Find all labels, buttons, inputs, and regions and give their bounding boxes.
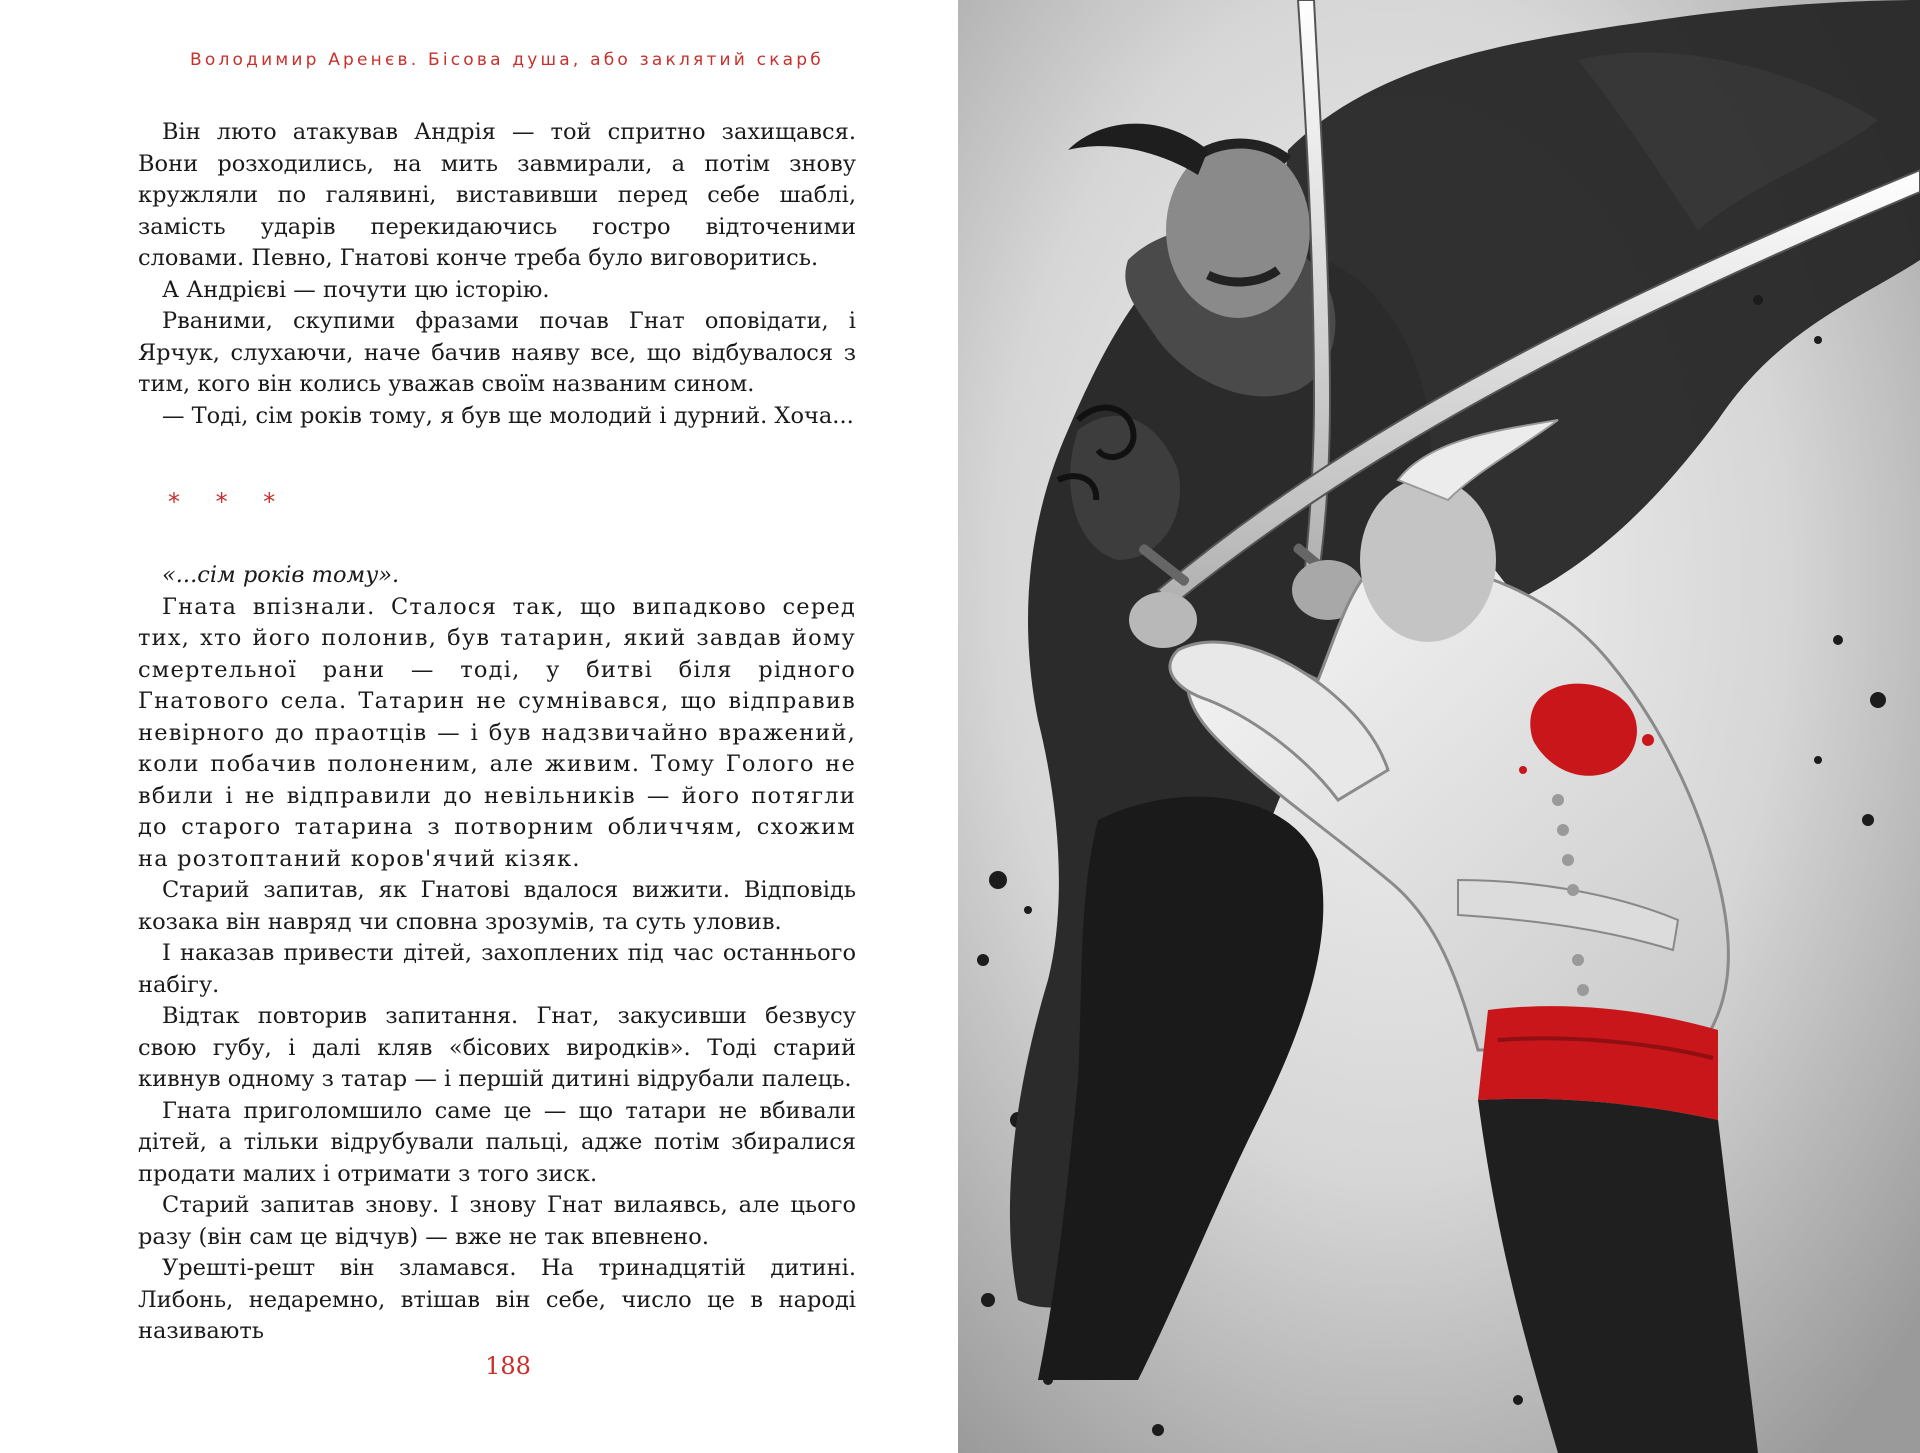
left-page bbox=[0, 0, 958, 1453]
paragraph: Він люто атакував Андрія — той спритно захищався. Вони розходились, на мить завмирали, а потім знову кружляли по галявині, виставивши перед себе шаблі, замість ударів перекидаючись гостро відточеними словами. Певно, Гнатові конче треба було виговоритись. bbox=[138, 119, 856, 271]
paragraph: Відтак повторив запитання. Гнат, закусивши безвусу свою губу, і далі кляв «бісових виродків». Тоді старий кивнув одному з татар — і першій дитині відрубали палець. bbox=[138, 1003, 856, 1092]
text-block-before-break bbox=[138, 117, 856, 432]
running-head: Володимир Аренєв. Бісова душа, або заклятий скарб bbox=[190, 50, 824, 70]
paragraph: А Андрієві — почути цю історію. bbox=[162, 276, 550, 303]
epigraph: «...сім років тому». bbox=[162, 562, 400, 588]
paragraph: Гната впізнали. Сталося так, що випадково серед тих, хто його полонив, був татарин, який завдав йому смертельної рани — тоді, у битві біля рідного Гнатового села. Татарин не сумнівався, що відправив невірного до праотців — і був надзвичайно вражений, коли побачив полоненим, але живим. Тому Голого не вбили і не відправили до невільників — його потягли до старого татарина з потворним обличчям, схожим на розтоптаний коров'ячий кізяк. bbox=[138, 593, 856, 872]
section-break: * * * bbox=[168, 488, 290, 516]
hand-left bbox=[1129, 592, 1197, 648]
duel-illustration-image bbox=[958, 0, 1920, 1453]
page-number: 188 bbox=[485, 1352, 531, 1380]
paragraph: Урешті-решт він зламався. На тринадцятій дитині. Либонь, недаремно, втішав він себе, число це в народі називають bbox=[138, 1255, 856, 1344]
paragraph: Гната приголомшило саме це — що татари не вбивали дітей, а тільки відрубували пальці, адже потім збиралися продати малих і отримати з того зиск. bbox=[138, 1097, 856, 1187]
paragraph: — Тоді, сім років тому, я був ще молодий і дурний. Хоча... bbox=[162, 402, 854, 429]
white-cossack-head bbox=[1360, 478, 1496, 642]
paragraph: Старий запитав знову. І знову Гнат вилаявсь, але цього разу (він сам це відчув) — вже не так впевнено. bbox=[138, 1192, 856, 1250]
text-block-after-break bbox=[138, 560, 856, 1348]
paragraph: І наказав привести дітей, захоплених під час останнього набігу. bbox=[138, 940, 856, 998]
paragraph: Рваними, скупими фразами почав Гнат оповідати, і Ярчук, слухаючи, наче бачив наяву все, що відбувалося з тим, кого він колись уважав своїм названим сином. bbox=[138, 308, 856, 397]
illustration-duel bbox=[958, 0, 1920, 1453]
paragraph: Старий запитав, як Гнатові вдалося вижити. Відповідь козака він навряд чи сповна зрозумів, та суть уловив. bbox=[138, 877, 856, 935]
